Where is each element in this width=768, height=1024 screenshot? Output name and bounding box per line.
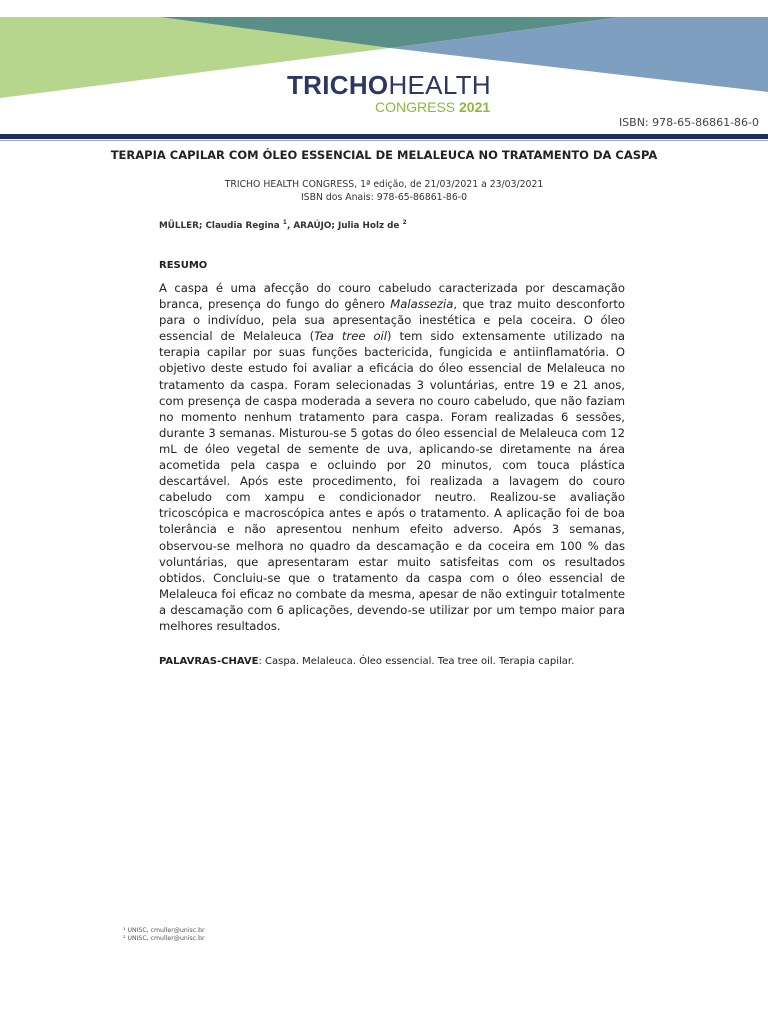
keywords-label: PALAVRAS-CHAVE xyxy=(159,656,259,667)
footnote-2: ² UNISC, cmuller@unisc.br xyxy=(123,935,205,942)
abstract-body xyxy=(159,280,625,634)
author-list xyxy=(159,219,407,231)
author-1-affiliation-mark: 1 xyxy=(282,219,287,226)
abstract-genus-name: Malassezia xyxy=(390,297,454,312)
abstract-text-2: , que traz muito desconforto para o indivíduo, pela sua apresentação inestética e pela coceira. O óleo essencial de Melaleuca ( xyxy=(159,297,625,344)
author-2: , ARAÚJO; Julia Holz de xyxy=(286,220,403,231)
paper-title: TERAPIA CAPILAR COM ÓLEO ESSENCIAL DE MELALEUCA NO TRATAMENTO DA CASPA xyxy=(110,148,658,162)
author-1: MÜLLER; Claudia Regina xyxy=(159,220,283,231)
conference-line: TRICHO HEALTH CONGRESS, 1ª edição, de 21/03/2021 a 23/03/2021 xyxy=(224,179,544,190)
logo-subtitle xyxy=(375,99,491,115)
keywords xyxy=(159,656,574,667)
header-divider-thin xyxy=(0,140,768,141)
logo-light-part: HEALTH xyxy=(388,70,491,100)
header-isbn: ISBN: 978-65-86861-86-0 xyxy=(618,116,759,129)
conference-meta xyxy=(0,178,768,204)
logo-wordmark xyxy=(287,70,491,100)
header-divider xyxy=(0,134,768,139)
proceedings-isbn: ISBN dos Anais: 978-65-86861-86-0 xyxy=(300,192,468,203)
author-2-affiliation-mark: 2 xyxy=(402,219,407,226)
logo-sub-text: CONGRESS xyxy=(375,99,456,115)
logo-sub-year: 2021 xyxy=(459,99,491,115)
keywords-list: : Caspa. Melaleuca. Óleo essencial. Tea tree oil. Terapia capilar. xyxy=(258,656,575,667)
abstract-common-name: Tea tree oil xyxy=(314,329,387,344)
abstract-text-1: A caspa é uma afecção do couro cabeludo caracterizada por descamação branca, presença do fungo do gênero xyxy=(159,281,625,312)
abstract-heading: RESUMO xyxy=(159,260,208,271)
congress-logo xyxy=(287,70,491,115)
footnote-1: ¹ UNISC, cmuller@unisc.br xyxy=(123,927,205,934)
abstract-text-3: ) tem sido extensamente utilizado na terapia capilar por suas funções bactericida, fungicida e antiinflamatória. O objetivo deste estudo foi avaliar a eficácia do óleo essencial de Melaleuca no tratamento da caspa. Foram selecionadas 3 voluntárias, entre 19 e 21 anos, com presença de caspa moderada a severa no couro cabeludo, que não faziam no momento nenhum tratamento para caspa. Foram realizadas 6 sessões, durante 3 semanas. Misturou-se 5 gotas do óleo essencial de Melaleuca com 12 mL de óleo vegetal de semente de uva, aplicando-se diretamente na área acometida pela caspa e ocluindo por 20 minutos, com touca plástica descartável. Após este procedimento, foi realizada a lavagem do couro cabeludo com xampu e condicionador neutro. Realizou-se avaliação tricoscópica e macroscópica antes e após o tratamento. A aplicação foi de boa tolerância e não apresentou nenhum efeito adverso. Após 3 semanas, observou-se melhora no quadro da descamação e da coceira em 100 % das voluntárias, que apresentaram estar muito satisfeitas com os resultados obtidos. Concluiu-se que o tratamento da caspa com o óleo essencial de Melaleuca foi eficaz no combate da mesma, apesar de não extinguir totalmente a descamação com 6 aplicações, devendo-se utilizar por um tempo maior para melhores resultados. xyxy=(159,329,625,633)
footnotes xyxy=(123,927,205,943)
logo-bold-part: TRICHO xyxy=(287,70,389,100)
